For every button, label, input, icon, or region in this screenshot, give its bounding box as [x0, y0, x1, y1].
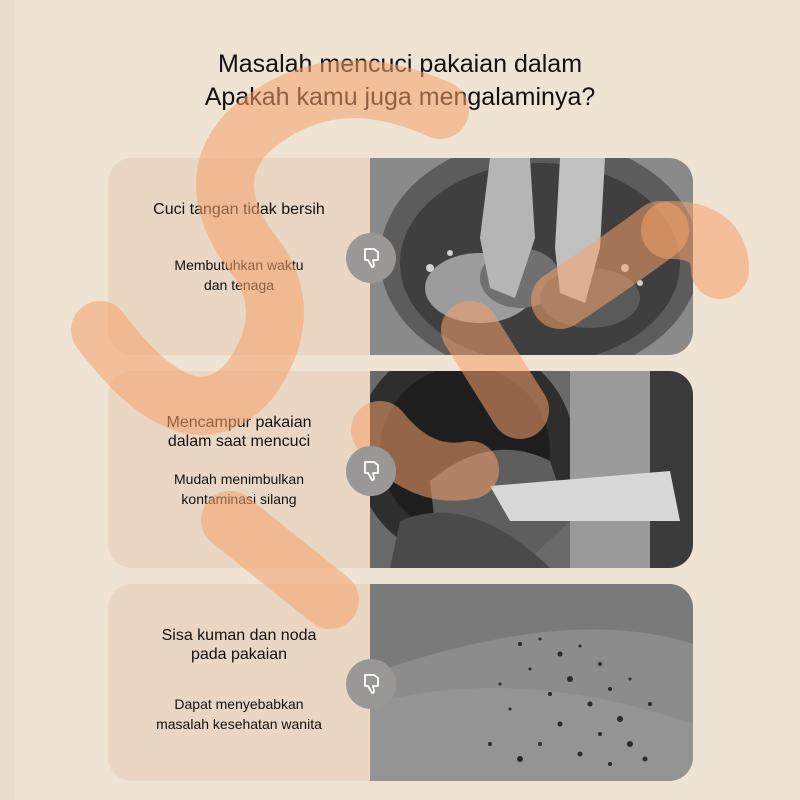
card-3-heading-line-1: Sisa kuman dan noda	[161, 627, 317, 644]
card-2-heading-line-2: dalam saat mencuci	[167, 433, 311, 450]
thumbs-down-icon	[346, 446, 396, 496]
title-line-2: Apakah kamu juga mengalaminya?	[204, 83, 596, 111]
title-line-1: Masalah mencuci pakaian dalam	[217, 50, 583, 78]
card-1-subtext	[174, 255, 303, 295]
problem-card-1	[108, 158, 693, 355]
card-3-heading	[162, 626, 317, 664]
hands-washing-photo	[370, 158, 693, 355]
problem-card-2	[108, 371, 693, 568]
card-2-heading	[167, 413, 312, 451]
card-1-sub-line-1: Membutuhkan waktu	[174, 257, 304, 273]
card-3-heading-line-2: pada pakaian	[190, 646, 288, 663]
card-3-sub-line-2: masalah kesehatan wanita	[156, 716, 322, 732]
page-title	[0, 48, 800, 114]
thumbs-down-icon	[346, 659, 396, 709]
card-2-sub-line-1: Mudah menimbulkan	[174, 471, 304, 487]
card-2-sub-line-2: kontaminasi silang	[181, 491, 297, 507]
card-3-sub-line-1: Dapat menyebabkan	[174, 696, 304, 712]
card-1-heading-line-1: Cuci tangan tidak bersih	[153, 201, 325, 218]
card-2-subtext	[174, 469, 304, 509]
card-3-text	[108, 584, 370, 781]
card-2-heading-line-1: Mencampur pakaian	[166, 414, 312, 431]
card-1-sub-line-2: dan tenaga	[203, 277, 275, 293]
thumbs-down-icon	[346, 233, 396, 283]
card-1-text	[108, 158, 370, 355]
card-1-heading	[153, 200, 325, 219]
left-edge-strip	[0, 0, 14, 800]
card-3-subtext	[156, 694, 322, 734]
washing-machine-photo	[370, 371, 693, 568]
stained-fabric-photo	[370, 584, 693, 781]
card-2-text	[108, 371, 370, 568]
problem-card-3	[108, 584, 693, 781]
